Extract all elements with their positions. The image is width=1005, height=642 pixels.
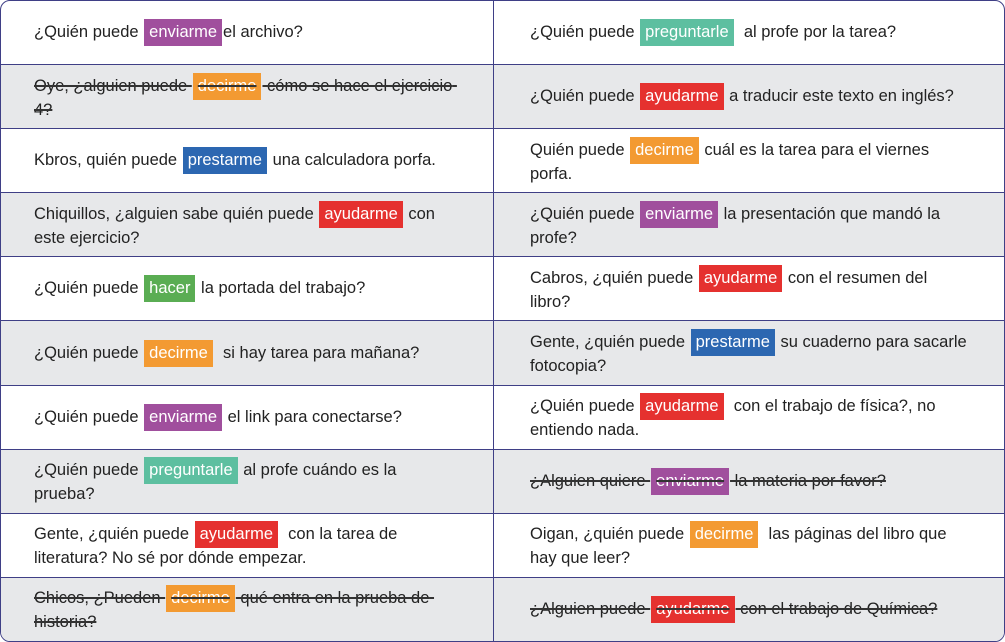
message-text <box>530 201 972 249</box>
message-before-verb: Kbros, quién puede <box>34 151 182 170</box>
verb-highlight: enviarme <box>651 468 729 495</box>
message-after-verb: el archivo? <box>223 23 303 42</box>
message-text <box>530 521 972 569</box>
table-row <box>1 129 493 193</box>
message-text <box>530 19 972 46</box>
message-before-verb: Chiquillos, ¿alguien sabe quién puede <box>34 204 319 223</box>
message-after-verb: con el resumen del libro? <box>530 268 932 311</box>
message-text <box>530 265 972 313</box>
message-text <box>34 201 453 249</box>
message-text <box>34 275 453 302</box>
table-row <box>494 257 1004 321</box>
table-row <box>1 578 493 641</box>
verb-highlight: enviarme <box>144 19 222 46</box>
message-before-verb: Gente, ¿quién puede <box>34 525 194 544</box>
verb-highlight: ayudarme <box>319 201 402 228</box>
message-before-verb: Chicos, ¿Pueden <box>34 589 166 608</box>
table-grid <box>1 1 1004 641</box>
message-after-verb: su cuaderno para sacarle fotocopia? <box>530 333 972 376</box>
verb-highlight: ayudarme <box>651 596 734 623</box>
table-row <box>494 1 1004 65</box>
table-row <box>1 386 493 450</box>
struck-message <box>530 596 972 623</box>
message-text <box>530 137 972 185</box>
message-after-verb: al profe por la tarea? <box>734 23 897 42</box>
verb-highlight: prestarme <box>691 329 775 356</box>
message-text <box>34 457 453 505</box>
message-text <box>530 393 972 441</box>
message-after-verb: a traducir este texto en inglés? <box>724 87 954 106</box>
message-after-verb: cómo se hace el ejercicio 4? <box>34 76 457 119</box>
table-row <box>494 129 1004 193</box>
struck-message <box>34 585 453 633</box>
verb-highlight: ayudarme <box>640 393 723 420</box>
message-text <box>34 521 453 569</box>
message-before-verb: ¿Alguien puede <box>530 599 651 618</box>
table-row <box>1 450 493 514</box>
verb-highlight: preguntarle <box>144 457 237 484</box>
verb-highlight: ayudarme <box>699 265 782 292</box>
table-row <box>1 257 493 321</box>
message-before-verb: ¿Quién puede <box>34 461 144 480</box>
struck-message <box>530 468 972 495</box>
message-after-verb: qué entra en la prueba de historia? <box>34 589 435 632</box>
message-before-verb: ¿Quién puede <box>530 87 640 106</box>
verb-highlight: ayudarme <box>640 83 723 110</box>
message-before-verb: ¿Quién puede <box>34 279 144 298</box>
verb-highlight: decirme <box>166 585 235 612</box>
message-after-verb: cuál es la tarea para el viernes porfa. <box>530 140 934 183</box>
message-text <box>530 329 972 377</box>
message-text <box>34 147 453 174</box>
message-text <box>34 19 453 46</box>
verb-highlight: enviarme <box>640 201 718 228</box>
table-row <box>1 193 493 257</box>
message-after-verb: si hay tarea para mañana? <box>213 343 420 362</box>
message-before-verb: Oigan, ¿quién puede <box>530 525 689 544</box>
message-before-verb: ¿Quién puede <box>530 23 640 42</box>
message-before-verb: ¿Quién puede <box>34 23 144 42</box>
message-after-verb: al profe cuándo es la prueba? <box>34 461 402 504</box>
message-before-verb: ¿Quién puede <box>34 343 144 362</box>
table-row <box>1 514 493 578</box>
message-after-verb: con la tarea de literatura? No sé por dónde empezar. <box>34 525 402 568</box>
table-row <box>1 321 493 385</box>
message-after-verb: el link para conectarse? <box>223 407 402 426</box>
verb-highlight: decirme <box>630 137 699 164</box>
verb-highlight: hacer <box>144 275 195 302</box>
message-text <box>530 83 972 110</box>
verb-highlight: prestarme <box>183 147 267 174</box>
message-text <box>34 340 453 367</box>
message-after-verb: una calculadora porfa. <box>267 151 436 170</box>
message-after-verb: las páginas del libro que hay que leer? <box>530 525 952 568</box>
table-row <box>494 578 1004 641</box>
verb-highlight: decirme <box>144 340 213 367</box>
message-after-verb: con el trabajo de Química? <box>735 599 938 618</box>
table-row <box>1 65 493 129</box>
verb-highlight: enviarme <box>144 404 222 431</box>
message-before-verb: ¿Quién puede <box>34 407 144 426</box>
left-column <box>1 1 494 641</box>
struck-message <box>34 73 457 121</box>
message-after-verb: la presentación que mandó la profe? <box>530 204 945 247</box>
message-before-verb: ¿Alguien quiere <box>530 471 651 490</box>
verb-highlight: decirme <box>690 521 759 548</box>
table-row <box>494 321 1004 385</box>
right-column <box>494 1 1004 641</box>
table-row <box>494 386 1004 450</box>
message-before-verb: Quién puede <box>530 140 630 159</box>
message-before-verb: Cabros, ¿quién puede <box>530 268 698 287</box>
table-row <box>1 1 493 65</box>
message-after-verb: la materia por favor? <box>730 471 886 490</box>
verb-highlight: decirme <box>193 73 262 100</box>
table-row <box>494 514 1004 578</box>
message-before-verb: Oye, ¿alguien puede <box>34 76 192 95</box>
message-before-verb: Gente, ¿quién puede <box>530 333 690 352</box>
message-after-verb: con el trabajo de física?, no entiendo nada. <box>530 397 941 440</box>
message-after-verb: la portada del trabajo? <box>196 279 366 298</box>
message-before-verb: ¿Quién puede <box>530 397 640 416</box>
table-row <box>494 65 1004 129</box>
verb-highlight: ayudarme <box>195 521 278 548</box>
message-before-verb: ¿Quién puede <box>530 204 640 223</box>
verb-highlight: preguntarle <box>640 19 733 46</box>
table-row <box>494 450 1004 514</box>
message-text <box>34 404 453 431</box>
table-row <box>494 193 1004 257</box>
message-after-verb: con este ejercicio? <box>34 204 440 247</box>
